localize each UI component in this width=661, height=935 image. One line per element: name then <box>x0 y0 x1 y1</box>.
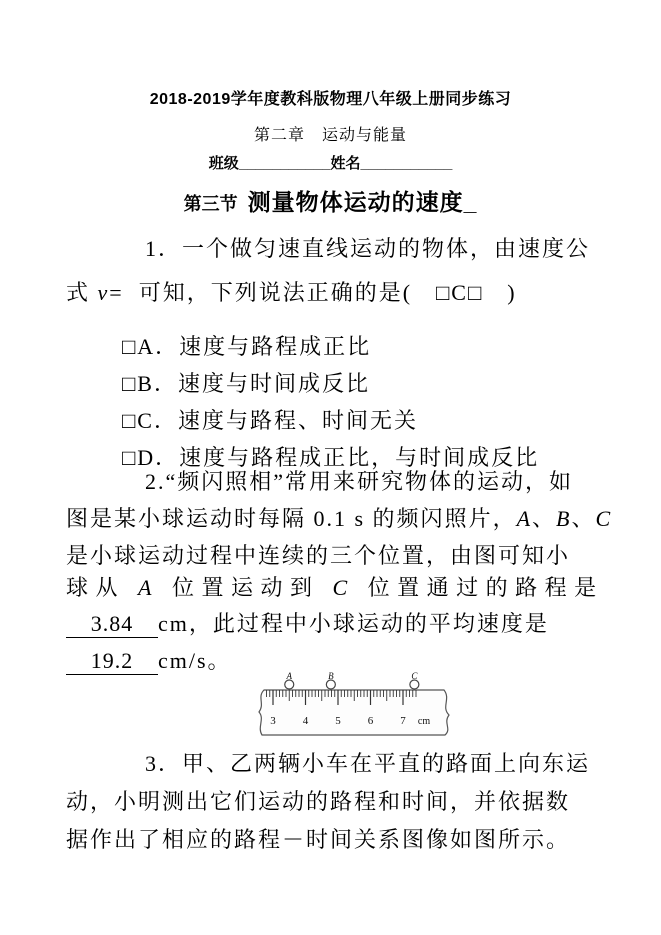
option-c: □C．速度与路程、时间无关 <box>122 408 418 433</box>
point-b-ref: B <box>556 506 572 531</box>
speed-answer-blank: 19.2 <box>66 648 158 675</box>
point-a-ref: A <box>516 506 533 531</box>
name-label: 姓名 <box>330 155 361 172</box>
question-3-line-1: 3．甲、乙两辆小车在平直的路面上向东运 <box>145 751 591 776</box>
question-2-line-2 <box>66 502 612 533</box>
ruler-tick-label: 3 <box>270 715 276 727</box>
ball-label-a: A <box>286 672 292 681</box>
question-3-line-2: 动，小明测出它们运动的路程和时间，并依据数 <box>66 789 571 814</box>
question-1-line-2 <box>66 276 517 307</box>
question-2-line-5 <box>66 607 549 638</box>
ball-c <box>410 680 419 689</box>
q2-l5-rest: cm，此过程中小球运动的平均速度是 <box>158 611 549 636</box>
q1-formula-post: = 可知，下列说法正确的是( □C□ ) <box>109 280 517 305</box>
ruler-tick-label: 5 <box>335 715 341 727</box>
name-blank-line: ___________ <box>360 155 453 172</box>
q2-l6-rest: cm/s。 <box>158 648 232 673</box>
ruler-tick-label: 7 <box>400 715 406 727</box>
q2-l4-post: 位置通过的路程是 <box>354 575 604 600</box>
option-b: □B．速度与时间成反比 <box>122 371 370 396</box>
ball-label-b: B <box>328 672 334 681</box>
chapter-title: 第二章 运动与能量 <box>253 127 407 144</box>
q2-l4-mid: 位置运动到 <box>158 575 333 600</box>
question-2-line-3: 是小球运动过程中连续的三个位置，由图可知小 <box>66 543 571 568</box>
section-name: 测量物体运动的速度_ <box>247 189 478 215</box>
ball-a <box>285 680 294 689</box>
section-title <box>0 184 661 217</box>
q1-formula-pre: 式 <box>66 280 98 305</box>
point-a-ref-2: A <box>138 575 159 600</box>
worksheet-course-title: 2018-2019学年度教科版物理八年级上册同步练习 <box>149 91 512 108</box>
option-a: □A．速度与路程成正比 <box>122 334 372 359</box>
class-label: 班级 <box>208 155 239 172</box>
point-c-ref: C <box>595 506 613 531</box>
ruler-tick-label: 6 <box>367 715 374 727</box>
option-d: □D．速度与路程成正比，与时间成反比 <box>122 445 540 470</box>
question-2-line-6 <box>66 644 232 675</box>
class-blank-line: ___________ <box>238 155 331 172</box>
ruler-unit-label: cm <box>417 716 431 727</box>
question-2-line-1: 2.“频闪照相”常用来研究物体的运动，如 <box>145 469 574 494</box>
q2-l4-pre: 球从 <box>66 575 139 600</box>
q2-l2-text: 图是某小球运动时每隔 0.1 s 的频闪照片， <box>66 506 517 531</box>
ruler-figure <box>256 672 456 738</box>
ruler-tick-label: 4 <box>302 715 309 727</box>
question-1-line-1: 1．一个做匀速直线运动的物体，由速度公 <box>145 236 591 261</box>
ball-b <box>326 680 335 689</box>
point-c-ref-2: C <box>332 575 355 600</box>
q2-l2-sep2: 、 <box>571 506 596 531</box>
class-name-line <box>0 152 661 173</box>
ball-label-c: C <box>411 672 418 681</box>
question-3-line-3: 据作出了相应的路程－时间关系图像如图所示。 <box>66 827 571 852</box>
velocity-variable: v <box>97 280 110 305</box>
section-number: 第三节 <box>183 194 238 214</box>
distance-answer-blank: 3.84 <box>66 611 158 638</box>
q2-l2-sep1: 、 <box>532 506 557 531</box>
question-2-line-4 <box>66 571 604 602</box>
